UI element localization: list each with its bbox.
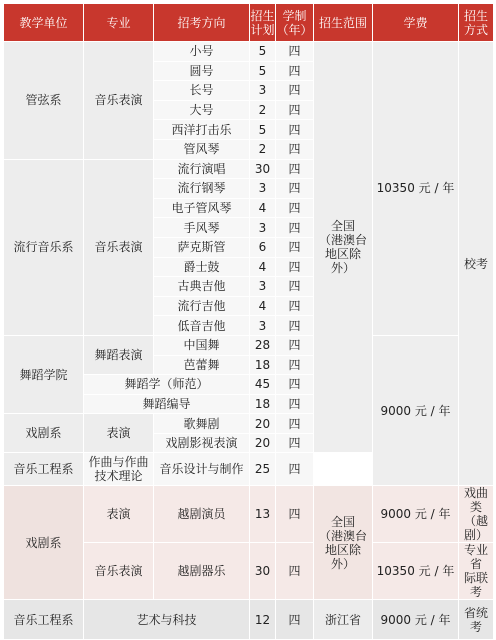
years-cell: 四 — [276, 394, 314, 414]
fee-cell: 9000 元 / 年 — [373, 600, 459, 640]
major-cell: 表演 — [84, 486, 154, 543]
direction-cell: 音乐设计与制作 — [154, 453, 250, 486]
header-plan: 招生 计划 — [250, 4, 276, 42]
plan-cell: 2 — [250, 139, 276, 159]
method-cell: 戏曲类 （越剧） — [459, 486, 494, 543]
years-cell: 四 — [276, 486, 314, 543]
header-unit: 教学单位 — [4, 4, 84, 42]
method-cell: 校考 — [459, 42, 494, 486]
direction-cell: 越剧器乐 — [154, 543, 250, 600]
major-cell: 舞蹈表演 — [84, 335, 154, 374]
header-years: 学制 （年） — [276, 4, 314, 42]
years-cell: 四 — [276, 198, 314, 218]
plan-cell: 5 — [250, 120, 276, 140]
plan-cell: 3 — [250, 81, 276, 101]
direction-cell: 流行演唱 — [154, 159, 250, 179]
years-cell: 四 — [276, 179, 314, 199]
direction-cell: 越剧演员 — [154, 486, 250, 543]
direction-cell: 中国舞 — [154, 335, 250, 355]
direction-cell: 大号 — [154, 100, 250, 120]
plan-cell: 28 — [250, 335, 276, 355]
direction-cell: 戏剧影视表演 — [154, 433, 250, 453]
years-cell: 四 — [276, 139, 314, 159]
years-cell: 四 — [276, 414, 314, 434]
major-cell: 舞蹈学（师范） — [84, 375, 250, 395]
years-cell: 四 — [276, 296, 314, 316]
header-scope: 招生范围 — [314, 4, 373, 42]
years-cell: 四 — [276, 600, 314, 640]
fee-cell: 9000 元 / 年 — [373, 486, 459, 543]
plan-cell: 6 — [250, 237, 276, 257]
fee-cell: 10350 元 / 年 — [373, 543, 459, 600]
plan-cell: 3 — [250, 277, 276, 297]
plan-cell: 2 — [250, 100, 276, 120]
years-cell: 四 — [276, 218, 314, 238]
years-cell: 四 — [276, 433, 314, 453]
plan-cell: 3 — [250, 316, 276, 336]
years-cell: 四 — [276, 543, 314, 600]
direction-cell: 管风琴 — [154, 139, 250, 159]
direction-cell: 圆号 — [154, 61, 250, 81]
plan-cell: 3 — [250, 218, 276, 238]
plan-cell: 30 — [250, 543, 276, 600]
major-cell: 音乐表演 — [84, 42, 154, 160]
years-cell: 四 — [276, 257, 314, 277]
header-fee: 学费 — [373, 4, 459, 42]
plan-cell: 4 — [250, 296, 276, 316]
plan-cell: 25 — [250, 453, 276, 486]
years-cell: 四 — [276, 355, 314, 375]
plan-cell: 5 — [250, 61, 276, 81]
scope-cell: 全国 （港澳台 地区除 外） — [314, 42, 373, 453]
direction-cell: 流行钢琴 — [154, 179, 250, 199]
direction-cell: 西洋打击乐 — [154, 120, 250, 140]
direction-cell: 小号 — [154, 42, 250, 62]
direction-cell: 歌舞剧 — [154, 414, 250, 434]
major-cell: 舞蹈编导 — [84, 394, 250, 414]
major-cell: 艺术与科技 — [84, 600, 250, 640]
plan-cell: 5 — [250, 42, 276, 62]
years-cell: 四 — [276, 100, 314, 120]
direction-cell: 萨克斯管 — [154, 237, 250, 257]
plan-cell: 20 — [250, 433, 276, 453]
unit-cell: 音乐工程系 — [4, 600, 84, 640]
plan-cell: 4 — [250, 198, 276, 218]
unit-cell: 戏剧系 — [4, 486, 84, 600]
plan-cell: 4 — [250, 257, 276, 277]
direction-cell: 爵士鼓 — [154, 257, 250, 277]
years-cell: 四 — [276, 316, 314, 336]
direction-cell: 电子管风琴 — [154, 198, 250, 218]
years-cell: 四 — [276, 42, 314, 62]
years-cell: 四 — [276, 159, 314, 179]
header-major: 专业 — [84, 4, 154, 42]
plan-cell: 30 — [250, 159, 276, 179]
years-cell: 四 — [276, 120, 314, 140]
scope-cell: 浙江省 — [314, 600, 373, 640]
direction-cell: 长号 — [154, 81, 250, 101]
direction-cell: 低音吉他 — [154, 316, 250, 336]
years-cell: 四 — [276, 81, 314, 101]
major-cell: 作曲与作曲 技术理论 — [84, 453, 154, 486]
plan-cell: 13 — [250, 486, 276, 543]
major-cell: 表演 — [84, 414, 154, 453]
unit-cell: 音乐工程系 — [4, 453, 84, 486]
header-row — [4, 4, 494, 42]
major-cell: 音乐表演 — [84, 543, 154, 600]
years-cell: 四 — [276, 335, 314, 355]
years-cell: 四 — [276, 375, 314, 395]
method-cell: 省统考 — [459, 600, 494, 640]
fee-cell: 10350 元 / 年 — [373, 42, 459, 336]
major-cell: 音乐表演 — [84, 159, 154, 335]
fee-cell: 9000 元 / 年 — [373, 335, 459, 486]
method-cell: 专业省 际联考 — [459, 543, 494, 600]
unit-cell: 管弦系 — [4, 42, 84, 160]
plan-cell: 3 — [250, 179, 276, 199]
direction-cell: 芭蕾舞 — [154, 355, 250, 375]
unit-cell: 流行音乐系 — [4, 159, 84, 335]
admission-table — [3, 3, 494, 640]
direction-cell: 古典吉他 — [154, 277, 250, 297]
plan-cell: 18 — [250, 355, 276, 375]
table-row — [4, 42, 494, 62]
scope-cell: 全国 （港澳台 地区除 外） — [314, 486, 373, 600]
unit-cell: 舞蹈学院 — [4, 335, 84, 413]
plan-cell: 45 — [250, 375, 276, 395]
years-cell: 四 — [276, 237, 314, 257]
header-method: 招生 方式 — [459, 4, 494, 42]
table-row — [4, 486, 494, 543]
table-row — [4, 600, 494, 640]
header-direction: 招考方向 — [154, 4, 250, 42]
table-row — [4, 335, 494, 355]
years-cell: 四 — [276, 453, 314, 486]
plan-cell: 20 — [250, 414, 276, 434]
years-cell: 四 — [276, 277, 314, 297]
direction-cell: 手风琴 — [154, 218, 250, 238]
plan-cell: 18 — [250, 394, 276, 414]
unit-cell: 戏剧系 — [4, 414, 84, 453]
plan-cell: 12 — [250, 600, 276, 640]
direction-cell: 流行吉他 — [154, 296, 250, 316]
years-cell: 四 — [276, 61, 314, 81]
